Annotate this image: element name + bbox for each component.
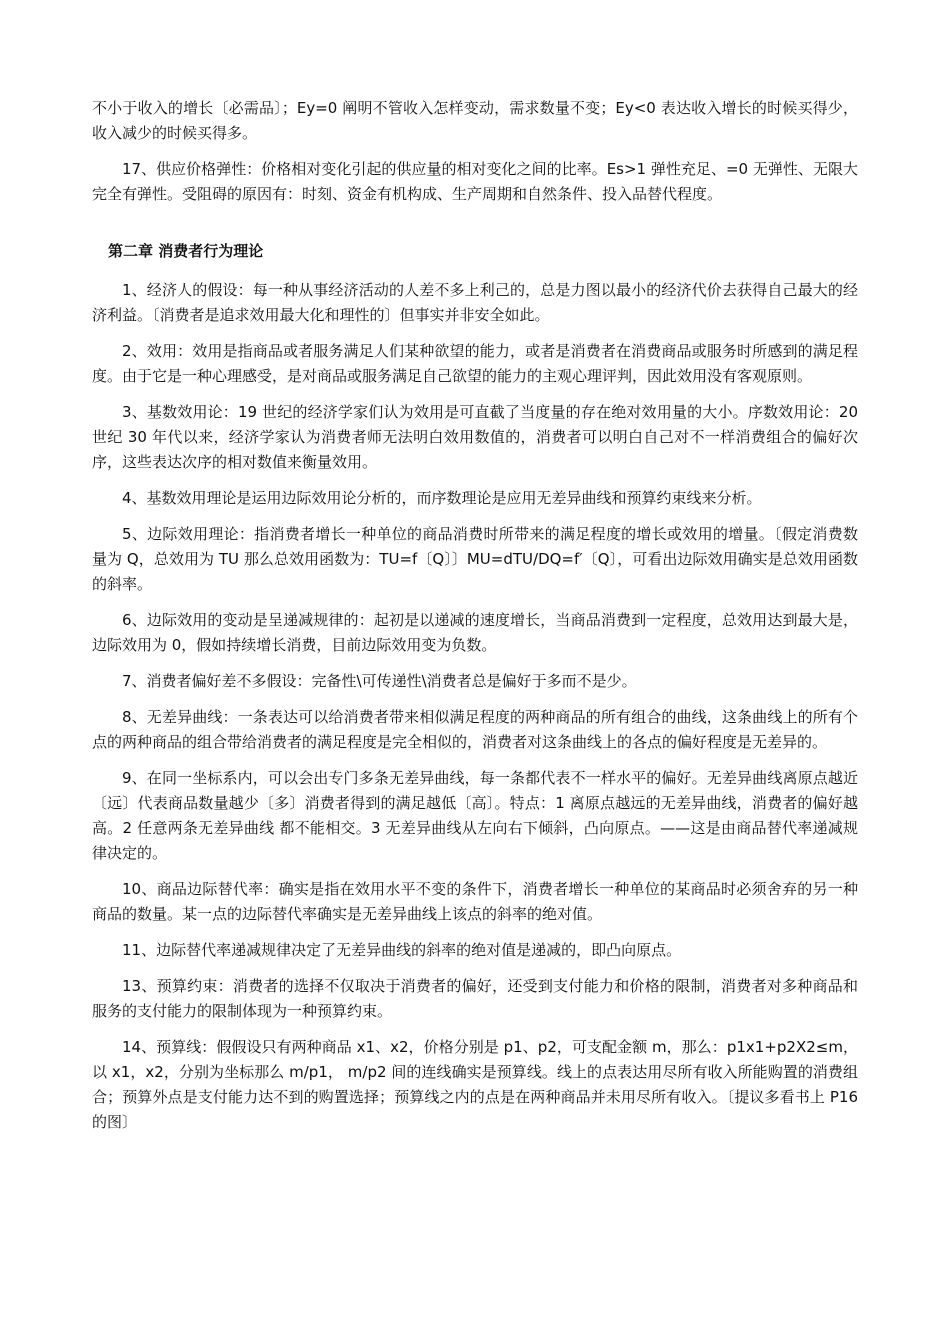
paragraph-item-5: 5、边际效用理论：指消费者增长一种单位的商品消费时所带来的满足程度的增长或效用的增量。〔假定消费数量为 Q，总效用为 TU 那么总效用函数为：TU=f〔Q〕〕MU=dTU/DQ=f′〔Q〕，可看出边际效用确实是总效用函数的斜率。 — [92, 525, 858, 593]
paragraph-item-6: 6、边际效用的变动是呈递减规律的：起初是以递减的速度增长，当商品消费到一定程度，总效用达到最大是，边际效用为 0，假如持续增长消费，目前边际效用变为负数。 — [92, 611, 858, 654]
paragraph-item-8: 8、无差异曲线：一条表达可以给消费者带来相似满足程度的两种商品的所有组合的曲线，这条曲线上的所有个点的两种商品的组合带给消费者的满足程度是完全相似的，消费者对这条曲线上的各点的偏好程度是无差异的。 — [92, 708, 858, 751]
paragraph-item-1: 1、经济人的假设：每一种从事经济活动的人差不多上利己的，总是力图以最小的经济代价去获得自己最大的经济利益。〔消费者是追求效用最大化和理性的〕但事实并非安全如此。 — [92, 281, 858, 324]
paragraph-item-14: 14、预算线：假假设只有两种商品 x1、x2，价格分别是 p1、p2，可支配金额 m，那么：p1x1+p2X2≤m，以 x1，x2，分别为坐标那么 m/p1， m/p2 间的连线确实是预算线。线上的点表达用尽所有收入所能购置的消费组合；预算外点是支付能力达不到的购置选择；预算线之内的点是在两种商品并未用尽所有收入。〔提议多看书上 P16 的图〕 — [92, 1038, 858, 1131]
paragraph-supply-price-elasticity: 17、供应价格弹性：价格相对变化引起的供应量的相对变化之间的比率。Es>1 弹性充足、=0 无弹性、无限大完全有弹性。受阻碍的原因有：时刻、资金有机构成、生产周期和自然条件、投入品替代程度。 — [92, 160, 858, 203]
paragraph-item-13: 13、预算约束：消费者的选择不仅取决于消费者的偏好，还受到支付能力和价格的限制，消费者对多种商品和服务的支付能力的限制体现为一种预算约束。 — [92, 977, 858, 1020]
paragraph-income-elasticity-end: 不小于收入的增长〔必需品〕；Ey=0 阐明不管收入怎样变动，需求数量不变；Ey<0 表达收入增长的时候买得少，收入减少的时候买得多。 — [92, 99, 858, 142]
paragraph-item-4: 4、基数效用理论是运用边际效用论分析的，而序数理论是应用无差异曲线和预算约束线来分析。 — [122, 489, 762, 507]
paragraph-item-11: 11、边际替代率递减规律决定了无差异曲线的斜率的绝对值是递减的，即凸向原点。 — [122, 941, 682, 959]
paragraph-item-10: 10、商品边际替代率：确实是指在效用水平不变的条件下，消费者增长一种单位的某商品时必须舍弃的另一种商品的数量。某一点的边际替代率确实是无差异曲线上该点的斜率的绝对值。 — [92, 880, 858, 923]
paragraph-item-3: 3、基数效用论：19 世纪的经济学家们认为效用是可直截了当度量的存在绝对效用量的大小。序数效用论：20 世纪 30 年代以来，经济学家认为消费者师无法明白效用数值的，消费者可以明白自己对不一样消费组合的偏好次序，这些表达次序的相对数值来衡量效用。 — [92, 403, 858, 471]
chapter-heading: 第二章 消费者行为理论 — [108, 242, 264, 260]
paragraph-item-9: 9、在同一坐标系内，可以会出专门多条无差异曲线，每一条都代表不一样水平的偏好。无差异曲线离原点越近〔远〕代表商品数量越少〔多〕消费者得到的满足越低〔高〕。特点：1 离原点越远的无差异曲线，消费者的偏好越高。2 任意两条无差异曲线 都不能相交。3 无差异曲线从左向右下倾斜，凸向原点。——这是由商品替代率递减规律决定的。 — [92, 769, 858, 862]
paragraph-item-7: 7、消费者偏好差不多假设：完备性\可传递性\消费者总是偏好于多而不是少。 — [122, 672, 637, 690]
paragraph-item-2: 2、效用：效用是指商品或者服务满足人们某种欲望的能力，或者是消费者在消费商品或服务时所感到的满足程度。由于它是一种心理感受，是对商品或服务满足自己欲望的能力的主观心理评判，因此效用没有客观原则。 — [92, 342, 858, 385]
